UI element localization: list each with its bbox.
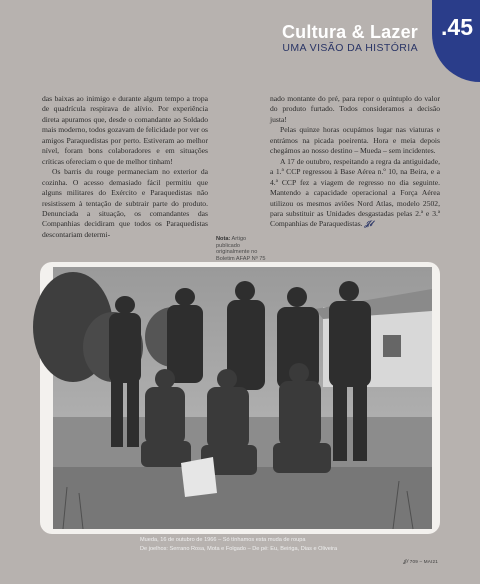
article-column-right — [270, 94, 440, 230]
sidenote-label: Nota: — [216, 236, 231, 242]
paragraph: nado montante do pré, para repor o quíntuplo do valor do produto furtado. Todos consideramos a decisão justa! — [270, 94, 440, 124]
sidenote — [216, 236, 268, 262]
paragraph: Pelas quinze horas ocupámos lugar nas viaturas e entrámos na picada poeirenta. Hora e meia depois chegámos ao nosso destino – Mueda – sem incidentes. — [270, 125, 440, 156]
photo-card — [40, 262, 440, 552]
page-number: .45 — [441, 14, 473, 40]
paragraph: Os barris du rouge permaneciam no exterior da cozinha. O acesso demasiado fácil permitiu que alguns militares do Exército e Paraquedistas não resistissem à tentação de subtrair parte do produto. Denunciada a situação, os comandantes das Companhias decidiram que todos os Paraquedistas descontariam determi- — [42, 167, 208, 239]
article-column-left — [42, 94, 208, 240]
sidenote-text: Artigo publicado originalmente no Boletim AFAP Nº 75 — [216, 236, 266, 262]
section-header — [282, 22, 418, 54]
photo-illustration — [53, 267, 432, 529]
paragraph — [270, 157, 440, 230]
paragraph: das baixas ao inimigo e durante algum tempo a tropa de quadrícula respirava de alívio. Por experiência direta apuramos que, desde o comandante ao Soldado mais moderno, todos gozavam de felicidade por ver os amigos Paraquedistas por perto. Estiveram ao melhor nível, foram bons colaboradores e em situações críticas ofereciam o que de melhor tinham! — [42, 94, 208, 166]
section-title: Cultura & Lazer — [281, 22, 418, 42]
caption-line: Mueda, 16 de outubro de 1966 – Só tínhamos esta muda de roupa — [140, 537, 306, 543]
group-photo — [53, 267, 432, 552]
caption-line: De joelhos: Serrano Rosa, Mota e Folgado – De pé: Eu, Beiriga, Dias e Oliveira — [140, 545, 338, 552]
page-number-tab — [432, 0, 480, 82]
paragraph-text: A 17 de outubro, respeitando a regra da antiguidade, a 1.ª CCP regressou à Base Aérea n.º 10, na Beira, e a 4.ª CCP fez a viagem de regresso no dia seguinte. Mantendo a capacidade operacional a Força Aérea utilizou os mesmos aviões Nord Atlas, modelo 2502, para substituir as Unidades desgastadas pelas 2.ª e 3.ª Companhias de Paraquedistas. — [270, 156, 440, 229]
photo-caption — [140, 536, 430, 553]
section-subtitle: UMA VISÃO DA HISTÓRIA — [282, 42, 418, 54]
signature-mark: 𝒥𝓁 — [364, 219, 373, 229]
footer-issue: 𝒥𝓁 709 – MAI21 — [403, 559, 438, 564]
